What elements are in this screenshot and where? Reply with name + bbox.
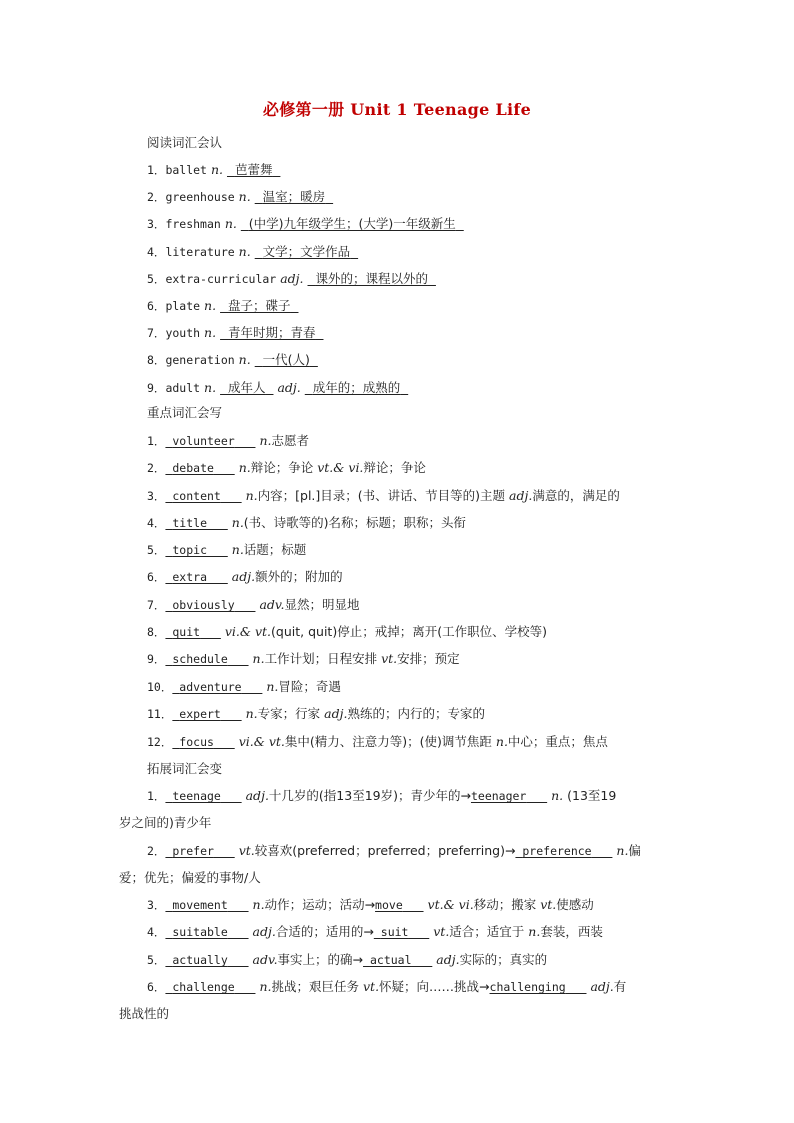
reading-item: 3．freshman n. (中学)九年级学生；(大学)一年级新生	[147, 215, 687, 233]
writing-item: 8． quit vi.& vt.(quit, quit)停止；戒掉；离开(工作职位、学校等)	[147, 624, 547, 639]
page-title: 必修第一册 Unit 1 Teenage Life	[262, 100, 532, 119]
writing-item: 11． expert n.专家；行家 adj.熟练的；内行的；专家的	[147, 706, 485, 721]
answer-blank: actually	[172, 953, 228, 967]
answer-blank: 一代(人)	[262, 352, 310, 367]
answer-blank: 成年人	[228, 380, 266, 395]
writing-item: 4． title n.(书、诗歌等的)名称；标题；职称；头衔	[147, 515, 467, 530]
answer-blank: 温室；暖房	[262, 189, 326, 204]
answer-blank: suit	[380, 925, 409, 939]
writing-item: 6． extra adj.额外的；附加的	[147, 569, 343, 584]
reading-item: 6．plate n. 盘子；碟子	[147, 297, 687, 315]
answer-blank: 文学；文学作品	[262, 244, 351, 259]
answer-blank: content	[172, 489, 221, 503]
answer-blank: actual	[369, 953, 412, 967]
expand-item-2-cont: 爱；优先；偏爱的事物/人	[119, 870, 261, 885]
answer-blank: 青年时期；青春	[228, 325, 316, 340]
answer-blank: movement	[172, 898, 228, 912]
expand-item-1-cont: 岁之间的)青少年	[119, 815, 212, 830]
reading-item: 5．extra-curricular adj. 课外的；课程以外的	[147, 270, 687, 288]
expand-item-3: 3． movement n.动作；运动；活动→move vt.& vi.移动；搬家 vt.使感动	[147, 897, 594, 912]
section-heading-writing: 重点词汇会写	[147, 405, 223, 420]
answer-blank: prefer	[172, 844, 214, 858]
answer-blank: teenager	[470, 789, 527, 803]
answer-blank: (中学)九年级学生；(大学)一年级新生	[248, 216, 456, 231]
expand-item-5: 5． actually adv.事实上；的确→ actual adj.实际的；真实的	[147, 952, 548, 967]
writing-item: 5． topic n.话题；标题	[147, 542, 307, 557]
reading-item: 9．adult n. 成年人 adj. 成年的；成熟的	[147, 379, 687, 397]
answer-blank: 芭蕾舞	[234, 162, 273, 177]
reading-item: 8．generation n. 一代(人)	[147, 351, 687, 369]
writing-item: 7． obviously adv.显然；明显地	[147, 597, 360, 612]
answer-blank: topic	[172, 543, 207, 557]
answer-blank: focus	[179, 735, 214, 749]
reading-item: 7．youth n. 青年时期；青春	[147, 324, 687, 342]
section-heading-expanding: 拓展词汇会变	[147, 761, 223, 776]
answer-blank: expert	[179, 707, 221, 721]
section-heading-reading: 阅读词汇会认	[147, 135, 223, 150]
answer-blank: obviously	[172, 598, 235, 612]
answer-blank: title	[172, 516, 207, 530]
expand-item-1: 1． teenage adj.十几岁的(指13至19岁)；青少年的→teenager n. (13至19	[147, 788, 617, 803]
writing-item: 9． schedule n.工作计划；日程安排 vt.安排；预定	[147, 651, 460, 666]
answer-blank: 课外的；课程以外的	[315, 271, 428, 286]
answer-blank: challenge	[172, 980, 235, 994]
answer-blank: suitable	[172, 925, 228, 939]
answer-blank: challenging	[489, 980, 566, 994]
answer-blank: teenage	[172, 789, 221, 803]
answer-blank: 盘子；碟子	[228, 298, 291, 313]
writing-item: 2． debate n.辩论；争论 vt.& vi.辩论；争论	[147, 460, 426, 475]
answer-blank: extra	[172, 570, 207, 584]
answer-blank: schedule	[172, 652, 228, 666]
answer-blank: debate	[172, 461, 214, 475]
answer-blank: move	[375, 898, 403, 912]
answer-blank: quit	[172, 625, 201, 639]
answer-blank: preference	[522, 844, 592, 858]
answer-blank: volunteer	[172, 434, 235, 448]
writing-item: 3． content n.内容；[pl.]目录；(书、讲话、节目等的)主题 adj.满意的，满足的	[147, 488, 620, 503]
writing-item: 1． volunteer n.志愿者	[147, 433, 309, 448]
reading-item: 1．ballet n. 芭蕾舞	[147, 161, 687, 179]
expand-item-6: 6． challenge n.挑战；艰巨任务 vt.怀疑；向……挑战→challenging adj.有	[147, 979, 627, 994]
expand-item-4: 4． suitable adj.合适的；适用的→ suit vt.适合；适宜于 n.套装，西装	[147, 924, 603, 939]
reading-item: 4．literature n. 文学；文学作品	[147, 243, 687, 261]
writing-item: 10． adventure n.冒险；奇遇	[147, 679, 341, 694]
answer-blank: adventure	[179, 680, 242, 694]
answer-blank: 成年的；成熟的	[312, 380, 401, 395]
writing-item: 12． focus vi.& vt.集中(精力、注意力等)；(使)调节焦距 n.中心；重点；焦点	[147, 734, 608, 749]
expand-item-2: 2． prefer vt.较喜欢(preferred；preferred；preferring)→ preference n.偏	[147, 843, 641, 858]
expand-item-6-cont: 挑战性的	[119, 1006, 170, 1021]
reading-item: 2．greenhouse n. 温室；暖房	[147, 188, 687, 206]
